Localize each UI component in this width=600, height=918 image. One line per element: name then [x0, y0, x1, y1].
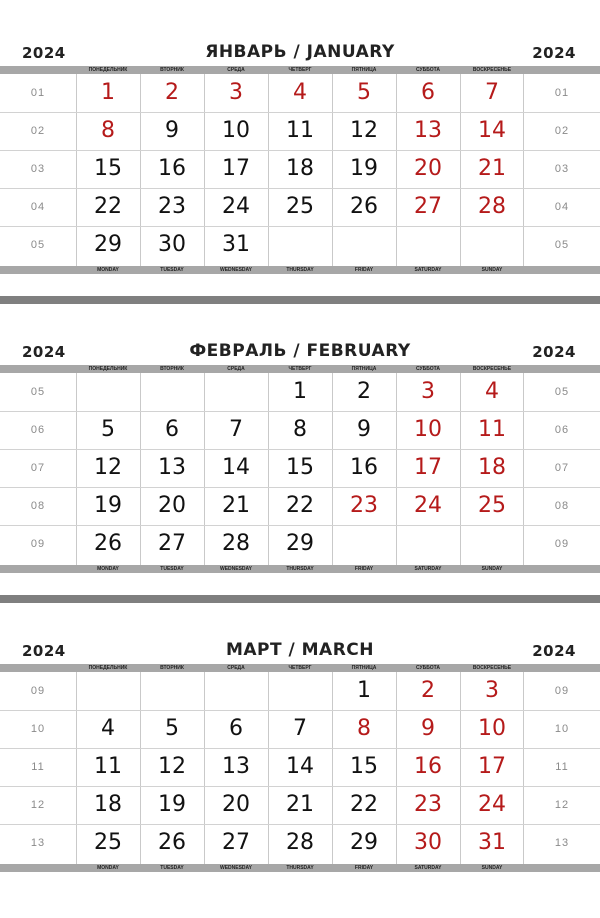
- day-cell: 19: [158, 792, 186, 817]
- day-cell: 13: [158, 455, 186, 480]
- day-cell: 2: [421, 678, 435, 703]
- weekday-label-ru: ЧЕТВЕРГ: [288, 67, 312, 73]
- weekday-label-ru: ПОНЕДЕЛЬНИК: [88, 67, 128, 73]
- day-cell: 3: [485, 678, 499, 703]
- weekday-label-ru: СРЕДА: [227, 665, 245, 671]
- day-cell: [204, 373, 268, 411]
- weekday-label-en: TUESDAY: [160, 566, 184, 572]
- day-cell: 7: [293, 716, 307, 741]
- day-cell: 28: [478, 194, 506, 219]
- day-cell: 15: [94, 156, 122, 181]
- day-cell: 26: [350, 194, 378, 219]
- day-cell: 19: [350, 156, 378, 181]
- day-cell: 16: [158, 156, 186, 181]
- month-block: [0, 638, 600, 918]
- week-number: 12: [554, 799, 570, 811]
- day-cell: [460, 226, 524, 264]
- weekday-label-en: MONDAY: [97, 566, 119, 572]
- week-number: 06: [30, 424, 46, 436]
- weekday-label-en: TUESDAY: [160, 267, 184, 273]
- weekday-label-en: SUNDAY: [481, 566, 503, 572]
- weekday-label-en: SATURDAY: [414, 865, 442, 871]
- day-cell: 16: [414, 754, 442, 779]
- day-cell: 12: [158, 754, 186, 779]
- weekday-label-en: THURSDAY: [286, 566, 314, 572]
- day-cell: [76, 373, 140, 411]
- weekday-label-ru: ЧЕТВЕРГ: [288, 366, 312, 372]
- week-number: 01: [554, 87, 570, 99]
- day-cell: [332, 525, 396, 563]
- day-cell: 26: [158, 830, 186, 855]
- weekday-label-en: WEDNESDAY: [219, 267, 253, 273]
- week-number: 10: [554, 723, 570, 735]
- day-cell: [332, 226, 396, 264]
- day-cell: 13: [222, 754, 250, 779]
- day-cell: 11: [94, 754, 122, 779]
- day-cell: 24: [478, 792, 506, 817]
- day-cell: 28: [222, 531, 250, 556]
- day-cell: [140, 373, 204, 411]
- weekday-label-ru: ПЯТНИЦА: [351, 67, 377, 73]
- day-cell: 7: [229, 417, 243, 442]
- day-cell: 23: [158, 194, 186, 219]
- day-cell: 3: [229, 80, 243, 105]
- day-cell: [76, 672, 140, 710]
- day-cell: 8: [357, 716, 371, 741]
- weekday-label-en: SUNDAY: [481, 267, 503, 273]
- day-cell: 22: [286, 493, 314, 518]
- weekday-label-ru: ПЯТНИЦА: [351, 665, 377, 671]
- day-cell: 24: [414, 493, 442, 518]
- weekday-label-en: SATURDAY: [414, 267, 442, 273]
- day-cell: 14: [478, 118, 506, 143]
- day-cell: 25: [94, 830, 122, 855]
- day-cell: 5: [357, 80, 371, 105]
- week-number: 03: [554, 163, 570, 175]
- day-cell: 1: [101, 80, 115, 105]
- day-cell: 9: [421, 716, 435, 741]
- year-label: 2024: [22, 343, 66, 361]
- week-number: 12: [30, 799, 46, 811]
- weekday-label-en: SATURDAY: [414, 566, 442, 572]
- day-cell: 27: [158, 531, 186, 556]
- week-number: 04: [554, 201, 570, 213]
- day-cell: 6: [165, 417, 179, 442]
- day-cell: 10: [478, 716, 506, 741]
- day-cell: 6: [421, 80, 435, 105]
- day-cell: 25: [478, 493, 506, 518]
- day-cell: 8: [101, 118, 115, 143]
- weekday-label-ru: ВТОРНИК: [160, 665, 184, 671]
- day-cell: 12: [350, 118, 378, 143]
- day-cell: 28: [286, 830, 314, 855]
- day-cell: 27: [414, 194, 442, 219]
- day-cell: 1: [357, 678, 371, 703]
- weekday-label-en: THURSDAY: [286, 865, 314, 871]
- day-cell: 27: [222, 830, 250, 855]
- day-cell: 21: [478, 156, 506, 181]
- day-cell: 5: [165, 716, 179, 741]
- week-number: 02: [30, 125, 46, 137]
- day-cell: 3: [421, 379, 435, 404]
- day-cell: 4: [485, 379, 499, 404]
- day-cell: 16: [350, 455, 378, 480]
- week-number: 08: [30, 500, 46, 512]
- weekday-label-en: FRIDAY: [354, 865, 374, 871]
- weekday-label-ru: ВОСКРЕСЕНЬЕ: [472, 366, 512, 372]
- day-cell: 30: [158, 232, 186, 257]
- week-number: 05: [554, 386, 570, 398]
- day-cell: 17: [414, 455, 442, 480]
- day-cell: 26: [94, 531, 122, 556]
- day-cell: 22: [94, 194, 122, 219]
- weekday-label-en: FRIDAY: [354, 267, 374, 273]
- week-number: 09: [554, 685, 570, 697]
- day-cell: 18: [478, 455, 506, 480]
- weekday-label-en: THURSDAY: [286, 267, 314, 273]
- weekday-label-en: TUESDAY: [160, 865, 184, 871]
- week-number: 05: [30, 386, 46, 398]
- month-block: [0, 339, 600, 619]
- week-number: 08: [554, 500, 570, 512]
- month-separator: [0, 296, 600, 304]
- week-number: 11: [555, 761, 569, 773]
- day-cell: 15: [350, 754, 378, 779]
- weekday-label-ru: СУББОТА: [415, 67, 441, 73]
- day-cell: 7: [485, 80, 499, 105]
- weekday-label-en: WEDNESDAY: [219, 566, 253, 572]
- day-cell: 10: [414, 417, 442, 442]
- day-cell: [396, 525, 460, 563]
- day-cell: 31: [222, 232, 250, 257]
- week-number: 07: [554, 462, 570, 474]
- day-cell: 1: [293, 379, 307, 404]
- week-number: 13: [554, 837, 570, 849]
- year-label: 2024: [532, 44, 576, 62]
- weekday-label-ru: ПОНЕДЕЛЬНИК: [88, 366, 128, 372]
- day-cell: 11: [286, 118, 314, 143]
- day-cell: 2: [357, 379, 371, 404]
- day-cell: 14: [222, 455, 250, 480]
- day-cell: 17: [222, 156, 250, 181]
- day-cell: 31: [478, 830, 506, 855]
- day-cell: 2: [165, 80, 179, 105]
- day-cell: 12: [94, 455, 122, 480]
- day-cell: 4: [293, 80, 307, 105]
- weekday-label-ru: ПЯТНИЦА: [351, 366, 377, 372]
- day-cell: [460, 525, 524, 563]
- week-number: 04: [30, 201, 46, 213]
- week-number: 10: [30, 723, 46, 735]
- day-cell: 6: [229, 716, 243, 741]
- day-cell: 20: [158, 493, 186, 518]
- day-cell: 20: [222, 792, 250, 817]
- month-title: МАРТ / MARCH: [225, 640, 375, 660]
- weekday-label-en: MONDAY: [97, 865, 119, 871]
- day-cell: 21: [222, 493, 250, 518]
- month-block: [0, 40, 600, 320]
- weekday-label-en: MONDAY: [97, 267, 119, 273]
- weekday-label-ru: ВТОРНИК: [160, 67, 184, 73]
- day-cell: 15: [286, 455, 314, 480]
- day-cell: 18: [286, 156, 314, 181]
- day-cell: 29: [286, 531, 314, 556]
- day-cell: 13: [414, 118, 442, 143]
- day-cell: [396, 226, 460, 264]
- day-cell: 29: [350, 830, 378, 855]
- day-cell: [268, 672, 332, 710]
- week-number: 02: [554, 125, 570, 137]
- year-label: 2024: [22, 642, 66, 660]
- year-label: 2024: [22, 44, 66, 62]
- week-number: 09: [554, 538, 570, 550]
- day-cell: [204, 672, 268, 710]
- day-cell: 19: [94, 493, 122, 518]
- weekday-label-en: SUNDAY: [481, 865, 503, 871]
- weekday-label-ru: СРЕДА: [227, 67, 245, 73]
- day-cell: 17: [478, 754, 506, 779]
- week-number: 13: [30, 837, 46, 849]
- day-cell: [140, 672, 204, 710]
- day-cell: 25: [286, 194, 314, 219]
- day-cell: 18: [94, 792, 122, 817]
- year-label: 2024: [532, 343, 576, 361]
- weekday-label-ru: СУББОТА: [415, 665, 441, 671]
- day-cell: 21: [286, 792, 314, 817]
- day-cell: 22: [350, 792, 378, 817]
- day-cell: 11: [478, 417, 506, 442]
- weekday-label-ru: СУББОТА: [415, 366, 441, 372]
- week-number: 03: [30, 163, 46, 175]
- week-number: 09: [30, 685, 46, 697]
- weekday-label-ru: ЧЕТВЕРГ: [288, 665, 312, 671]
- week-number: 09: [30, 538, 46, 550]
- day-cell: [268, 226, 332, 264]
- week-number: 05: [554, 239, 570, 251]
- day-cell: 23: [414, 792, 442, 817]
- month-separator: [0, 595, 600, 603]
- day-cell: 9: [357, 417, 371, 442]
- weekday-label-en: FRIDAY: [354, 566, 374, 572]
- weekday-label-ru: ВОСКРЕСЕНЬЕ: [472, 67, 512, 73]
- day-cell: 30: [414, 830, 442, 855]
- day-cell: 24: [222, 194, 250, 219]
- week-number: 11: [31, 761, 45, 773]
- month-title: ФЕВРАЛЬ / FEBRUARY: [189, 341, 411, 361]
- day-cell: 23: [350, 493, 378, 518]
- month-title: ЯНВАРЬ / JANUARY: [205, 42, 395, 62]
- week-number: 01: [30, 87, 46, 99]
- weekday-label-ru: ВТОРНИК: [160, 366, 184, 372]
- weekday-label-ru: ВОСКРЕСЕНЬЕ: [472, 665, 512, 671]
- week-number: 05: [30, 239, 46, 251]
- day-cell: 4: [101, 716, 115, 741]
- day-cell: 8: [293, 417, 307, 442]
- weekday-label-en: WEDNESDAY: [219, 865, 253, 871]
- week-number: 06: [554, 424, 570, 436]
- day-cell: 20: [414, 156, 442, 181]
- day-cell: 10: [222, 118, 250, 143]
- weekday-label-ru: СРЕДА: [227, 366, 245, 372]
- day-cell: 9: [165, 118, 179, 143]
- day-cell: 5: [101, 417, 115, 442]
- week-number: 07: [30, 462, 46, 474]
- weekday-label-ru: ПОНЕДЕЛЬНИК: [88, 665, 128, 671]
- day-cell: 29: [94, 232, 122, 257]
- year-label: 2024: [532, 642, 576, 660]
- day-cell: 14: [286, 754, 314, 779]
